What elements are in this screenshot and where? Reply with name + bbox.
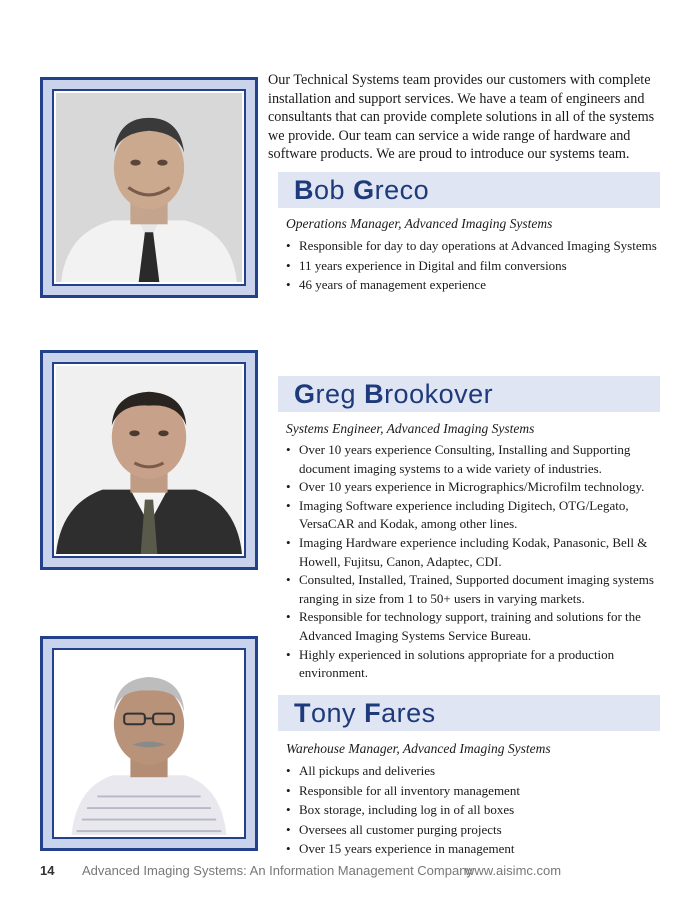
list-item: • Over 10 years experience in Micrographics/Microfilm technology. [286, 478, 666, 497]
list-item: • 46 years of management experience [286, 275, 666, 295]
photo-greg-brookover [52, 362, 246, 558]
person-name: Tony Fares [294, 698, 436, 728]
list-item: • Imaging Hardware experience including Kodak, Panasonic, Bell & Howell, Fujitsu, Canon, Adaptec, CDI. [286, 534, 666, 571]
intro-paragraph: Our Technical Systems team provides our customers with complete installation and support services. We have a team of engineers and consultants that can provide complete solutions in all of the systems we provide. Our team can service a wide range of hardware and software products. We are proud to introduce our systems team. [268, 72, 655, 163]
page-number: 14 [40, 863, 55, 878]
role-title: Operations Manager, Advanced Imaging Systems [286, 216, 553, 231]
list-item: • Responsible for all inventory management [286, 781, 666, 801]
list-item: • Over 10 years experience Consulting, Installing and Supporting document imaging systems to a wide variety of industries. [286, 441, 666, 478]
role-title: Warehouse Manager, Advanced Imaging Systems [286, 741, 551, 756]
list-item: • Consulted, Installed, Trained, Supported document imaging systems ranging in size from 1 to 50+ users in varying markets. [286, 571, 666, 608]
list-item: • Responsible for technology support, training and solutions for the Advanced Imaging Systems Service Bureau. [286, 608, 666, 645]
bullet-list [286, 236, 666, 295]
company-tagline: Advanced Imaging Systems: An Information Management Company [82, 863, 473, 878]
photo-frame-greg-brookover [40, 350, 258, 570]
list-item: • Oversees all customer purging projects [286, 820, 666, 840]
person-name: Bob Greco [294, 175, 430, 205]
name-bar-tony-fares [278, 695, 660, 731]
list-item: • Box storage, including log in of all boxes [286, 800, 666, 820]
name-bar-greg-brookover [278, 376, 660, 412]
person-name: Greg Brookover [294, 379, 494, 409]
photo-frame-tony-fares [40, 636, 258, 851]
role-title: Systems Engineer, Advanced Imaging Systems [286, 421, 535, 436]
list-item: • Highly experienced in solutions appropriate for a production environment. [286, 646, 666, 683]
name-bar-bob-greco [278, 172, 660, 208]
list-item: • All pickups and deliveries [286, 761, 666, 781]
list-item: • 11 years experience in Digital and film conversions [286, 256, 666, 276]
website-link[interactable]: www.aisimc.com [465, 863, 562, 878]
bullet-list [286, 761, 666, 859]
list-item: • Over 15 years experience in management [286, 839, 666, 859]
list-item: • Imaging Software experience including Digitech, OTG/Legato, VersaCAR and Kodak, among other lines. [286, 497, 666, 534]
photo-tony-fares [52, 648, 246, 839]
page-footer [40, 863, 660, 883]
photo-frame-bob-greco [40, 77, 258, 298]
photo-bob-greco [52, 89, 246, 286]
list-item: • Responsible for day to day operations at Advanced Imaging Systems [286, 236, 666, 256]
bullet-list [286, 441, 666, 683]
